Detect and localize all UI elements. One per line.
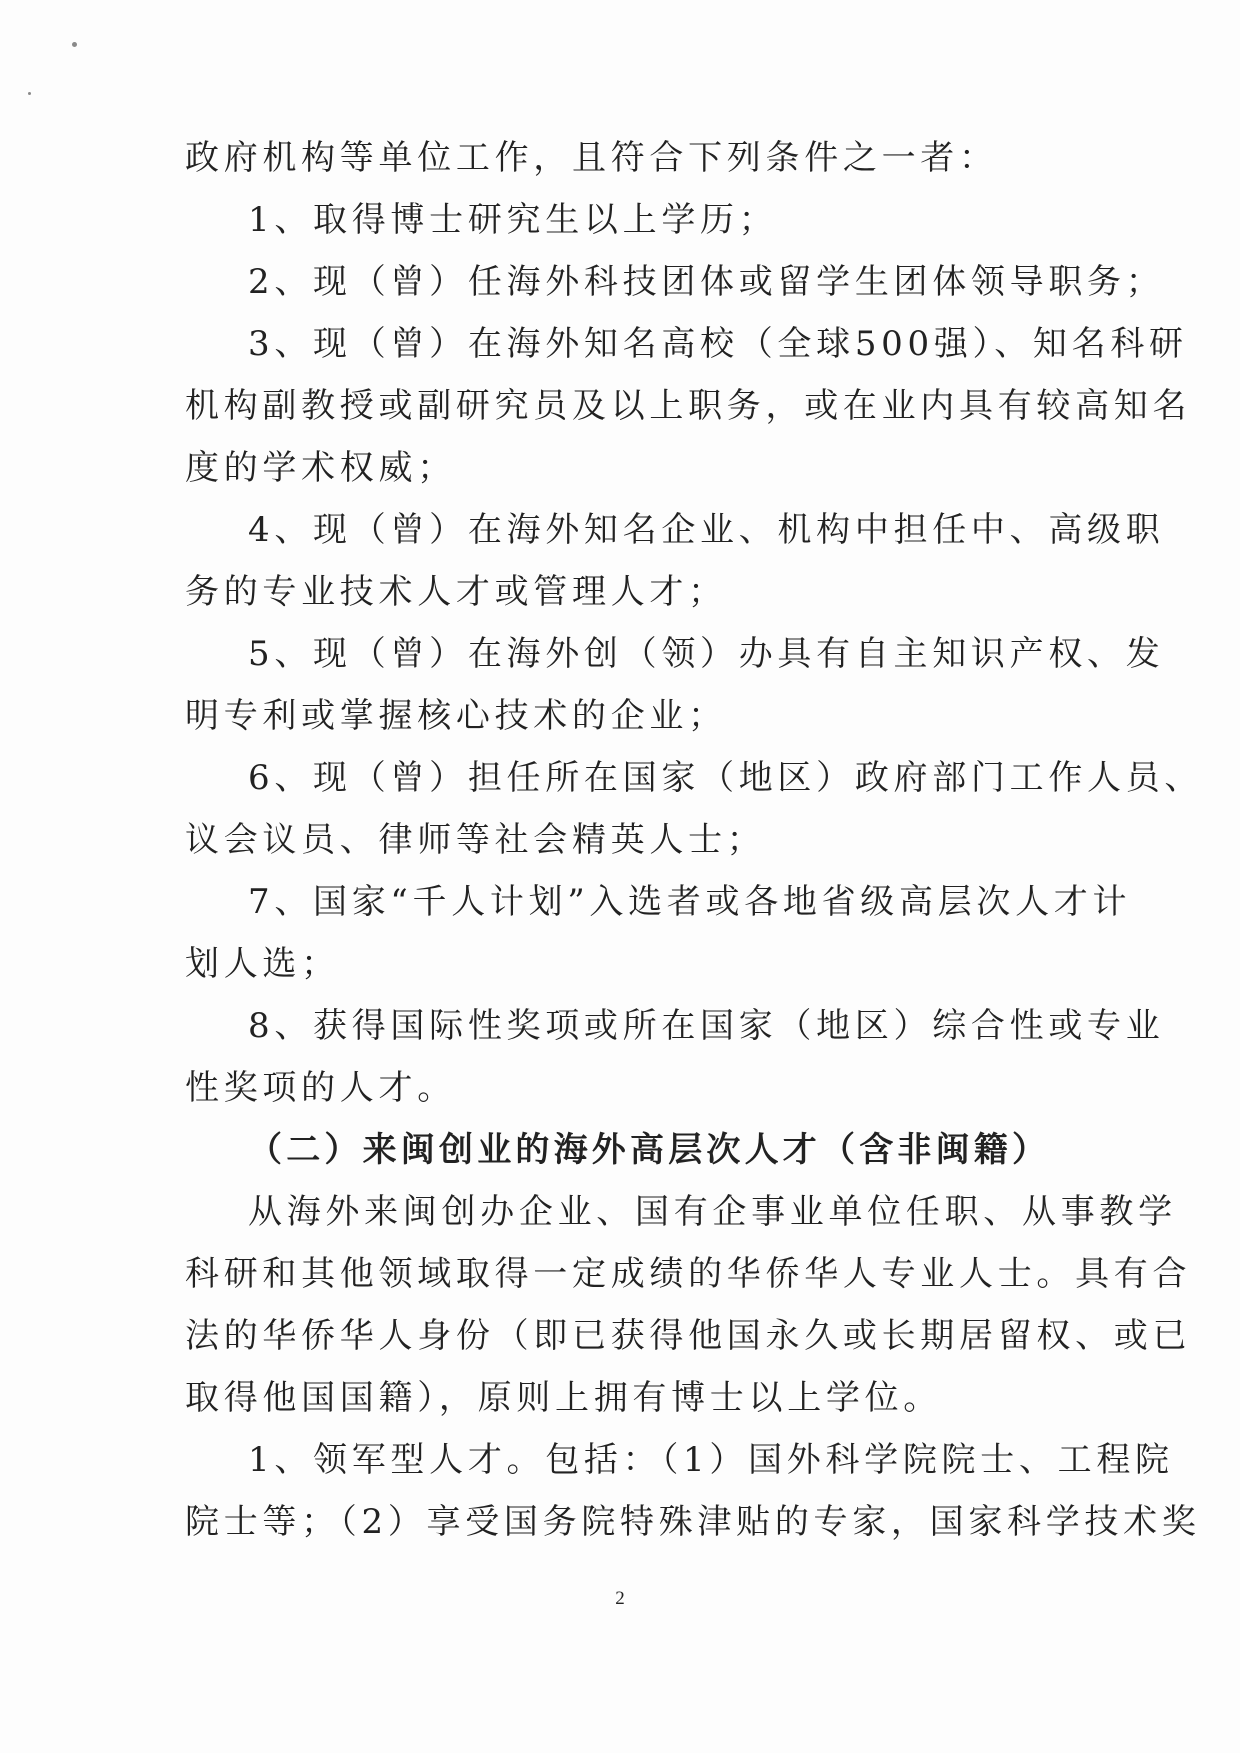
text-line: 1、领军型人才。包括：（1）国外科学院院士、工程院	[248, 1440, 1174, 1480]
text-line: 3、现（曾）在海外知名高校（全球500强）、知名科研	[248, 324, 1188, 364]
text-line: 6、现（曾）担任所在国家（地区）政府部门工作人员、	[248, 758, 1204, 798]
text-line: 议会议员、律师等社会精英人士；	[185, 820, 766, 860]
scan-speck	[28, 92, 31, 95]
text-line: 7、国家“千人计划”入选者或各地省级高层次人才计	[248, 882, 1132, 922]
text-line: 取得他国国籍），原则上拥有博士以上学位。	[185, 1378, 942, 1418]
text-line: 院士等；（2）享受国务院特殊津贴的专家，国家科学技术奖	[185, 1502, 1201, 1542]
text-line: 2、现（曾）任海外科技团体或留学生团体领导职务；	[248, 262, 1165, 302]
scan-speck	[72, 42, 77, 47]
text-line: 政府机构等单位工作，且符合下列条件之一者：	[185, 138, 998, 178]
text-line: 性奖项的人才。	[185, 1068, 456, 1108]
section-heading: （二）来闽创业的海外高层次人才（含非闽籍）	[248, 1130, 1051, 1170]
text-line: 机构副教授或副研究员及以上职务，或在业内具有较高知名	[185, 386, 1192, 426]
text-line: 4、现（曾）在海外知名企业、机构中担任中、高级职	[248, 510, 1165, 550]
text-line: 务的专业技术人才或管理人才；	[185, 572, 727, 612]
text-line: 划人选；	[185, 944, 340, 984]
text-line: 8、获得国际性奖项或所在国家（地区）综合性或专业	[248, 1006, 1165, 1046]
page-number: 2	[615, 1588, 625, 1609]
text-line: 度的学术权威；	[185, 448, 456, 488]
text-line: 5、现（曾）在海外创（领）办具有自主知识产权、发	[248, 634, 1165, 674]
text-line: 从海外来闽创办企业、国有企事业单位任职、从事教学	[248, 1192, 1177, 1232]
text-line: 明专利或掌握核心技术的企业；	[185, 696, 727, 736]
text-line: 1、取得博士研究生以上学历；	[248, 200, 778, 240]
text-line: 科研和其他领域取得一定成绩的华侨华人专业人士。具有合	[185, 1254, 1192, 1294]
text-line: 法的华侨华人身份（即已获得他国永久或长期居留权、或已	[185, 1316, 1192, 1356]
